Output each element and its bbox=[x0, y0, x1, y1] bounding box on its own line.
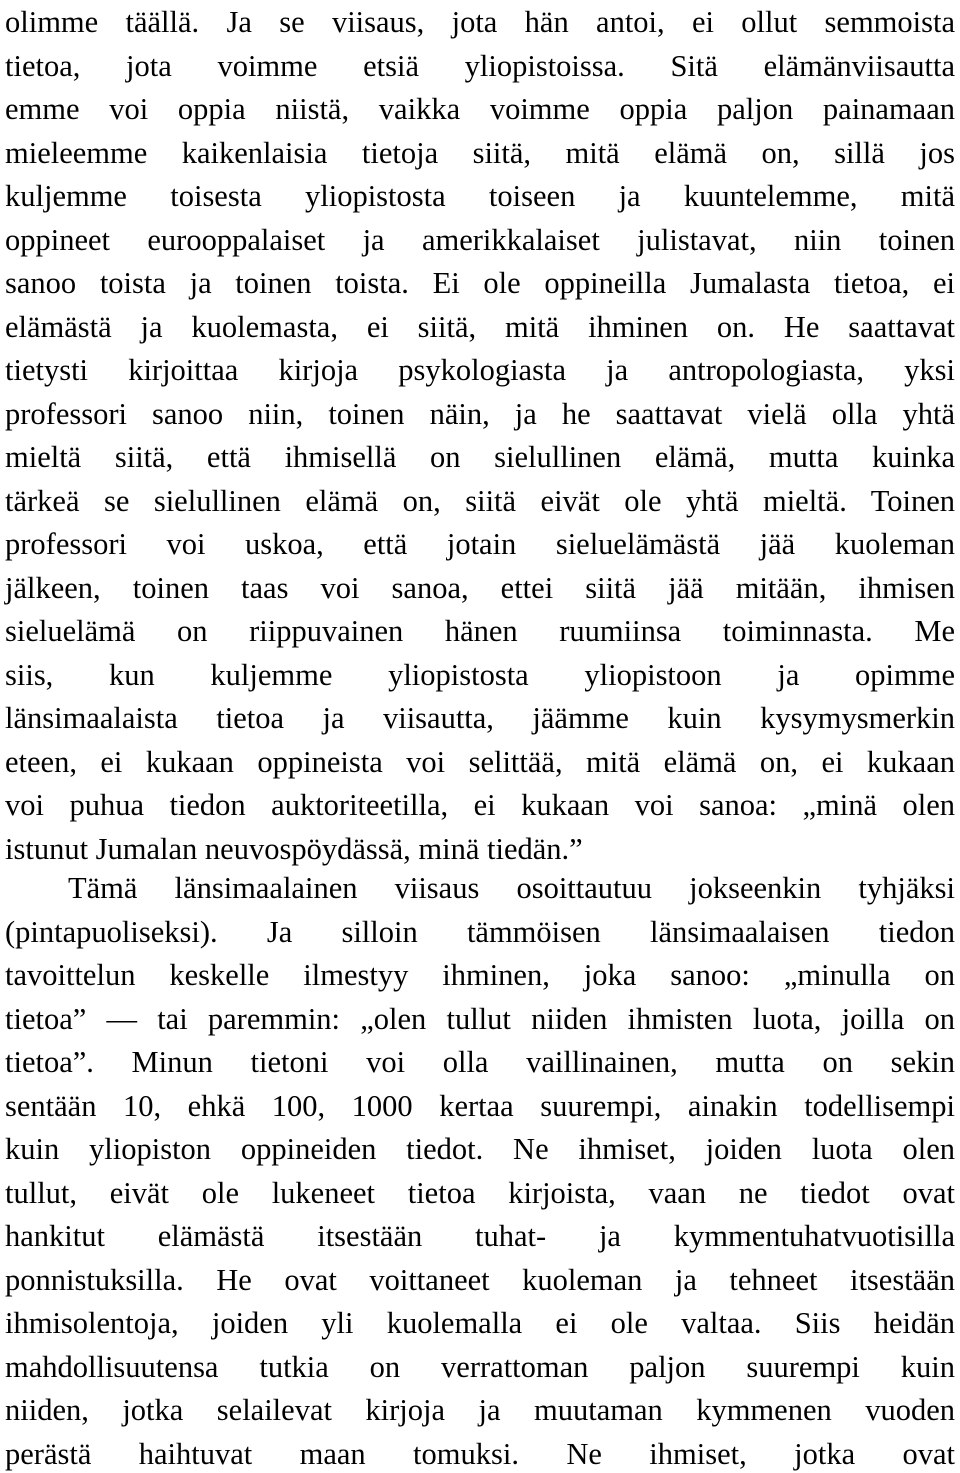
text-line: professori voi uskoa, että jotain sieluelämästä jää kuoleman bbox=[5, 527, 955, 561]
text-line: niiden, jotka selailevat kirjoja ja muutaman kymmenen vuoden bbox=[5, 1393, 955, 1427]
text-line: elämästä ja kuolemasta, ei siitä, mitä ihminen on. He saattavat bbox=[5, 309, 955, 344]
text-line: istunut Jumalan neuvospöydässä, minä tiedän.” bbox=[5, 831, 583, 866]
text-line: emme voi oppia niistä, vaikka voimme oppia paljon painamaan bbox=[5, 92, 955, 126]
text-line: jälkeen, toinen taas voi sanoa, ettei siitä jää mitään, ihmisen bbox=[5, 570, 955, 605]
text-line: sieluelämä on riippuvainen hänen ruumiinsa toiminnasta. Me bbox=[5, 614, 955, 648]
text-line: mahdollisuutensa tutkia on verrattoman paljon suurempi kuin bbox=[5, 1349, 955, 1384]
text-line: voi puhua tiedon auktoriteetilla, ei kukaan voi sanoa: „minä olen bbox=[5, 788, 955, 822]
text-line: professori sanoo niin, toinen näin, ja he saattavat vielä olla yhtä bbox=[5, 396, 955, 431]
text-line: kuljemme toisesta yliopistosta toiseen ja kuuntelemme, mitä bbox=[5, 179, 955, 213]
text-line: tietoa”. Minun tietoni voi olla vaillinainen, mutta on sekin bbox=[5, 1045, 955, 1079]
text-line: tietoa” — tai paremmin: „olen tullut niiden ihmisten luota, joilla on bbox=[5, 1001, 955, 1036]
text-line: sentään 10, ehkä 100, 1000 kertaa suurempi, ainakin todellisempi bbox=[5, 1088, 955, 1123]
text-line: tärkeä se sielullinen elämä on, siitä eivät ole yhtä mieltä. Toinen bbox=[5, 483, 955, 518]
text-line: eteen, ei kukaan oppineista voi selittää, mitä elämä on, ei kukaan bbox=[5, 744, 955, 779]
text-line: mieleemme kaikenlaisia tietoja siitä, mitä elämä on, sillä jos bbox=[5, 135, 955, 170]
text-line: perästä haihtuvat maan tomuksi. Ne ihmiset, jotka ovat bbox=[5, 1436, 955, 1471]
text-line: sanoo toista ja toinen toista. Ei ole oppineilla Jumalasta tietoa, ei bbox=[5, 266, 955, 300]
text-line: tietysti kirjoittaa kirjoja psykologiasta ja antropologiasta, yksi bbox=[5, 353, 955, 387]
text-line: siis, kun kuljemme yliopistosta yliopistoon ja opimme bbox=[5, 657, 955, 692]
text-line: ihmisolentoja, joiden yli kuolemalla ei ole valtaa. Siis heidän bbox=[5, 1306, 955, 1340]
text-line: (pintapuoliseksi). Ja silloin tämmöisen länsimaalaisen tiedon bbox=[5, 914, 955, 949]
text-line: länsimaalaista tietoa ja viisautta, jäämme kuin kysymysmerkin bbox=[5, 701, 955, 735]
text-line: olimme täällä. Ja se viisaus, jota hän antoi, ei ollut semmoista bbox=[5, 5, 955, 39]
paragraph-first-line: Tämä länsimaalainen viisaus osoittautuu jokseenkin tyhjäksi bbox=[68, 871, 955, 905]
text-line: tietoa, jota voimme etsiä yliopistoissa. Sitä elämänviisautta bbox=[5, 48, 955, 83]
text-line: oppineet eurooppalaiset ja amerikkalaiset julistavat, niin toinen bbox=[5, 222, 955, 257]
text-line: tavoittelun keskelle ilmestyy ihminen, joka sanoo: „minulla on bbox=[5, 958, 955, 992]
text-line: kuin yliopiston oppineiden tiedot. Ne ihmiset, joiden luota olen bbox=[5, 1132, 955, 1166]
text-line: mieltä siitä, että ihmisellä on sielullinen elämä, mutta kuinka bbox=[5, 440, 955, 474]
text-line: hankitut elämästä itsestään tuhat- ja kymmentuhatvuotisilla bbox=[5, 1219, 955, 1253]
text-line: tullut, eivät ole lukeneet tietoa kirjoista, vaan ne tiedot ovat bbox=[5, 1175, 955, 1210]
text-line: ponnistuksilla. He ovat voittaneet kuoleman ja tehneet itsestään bbox=[5, 1262, 955, 1297]
